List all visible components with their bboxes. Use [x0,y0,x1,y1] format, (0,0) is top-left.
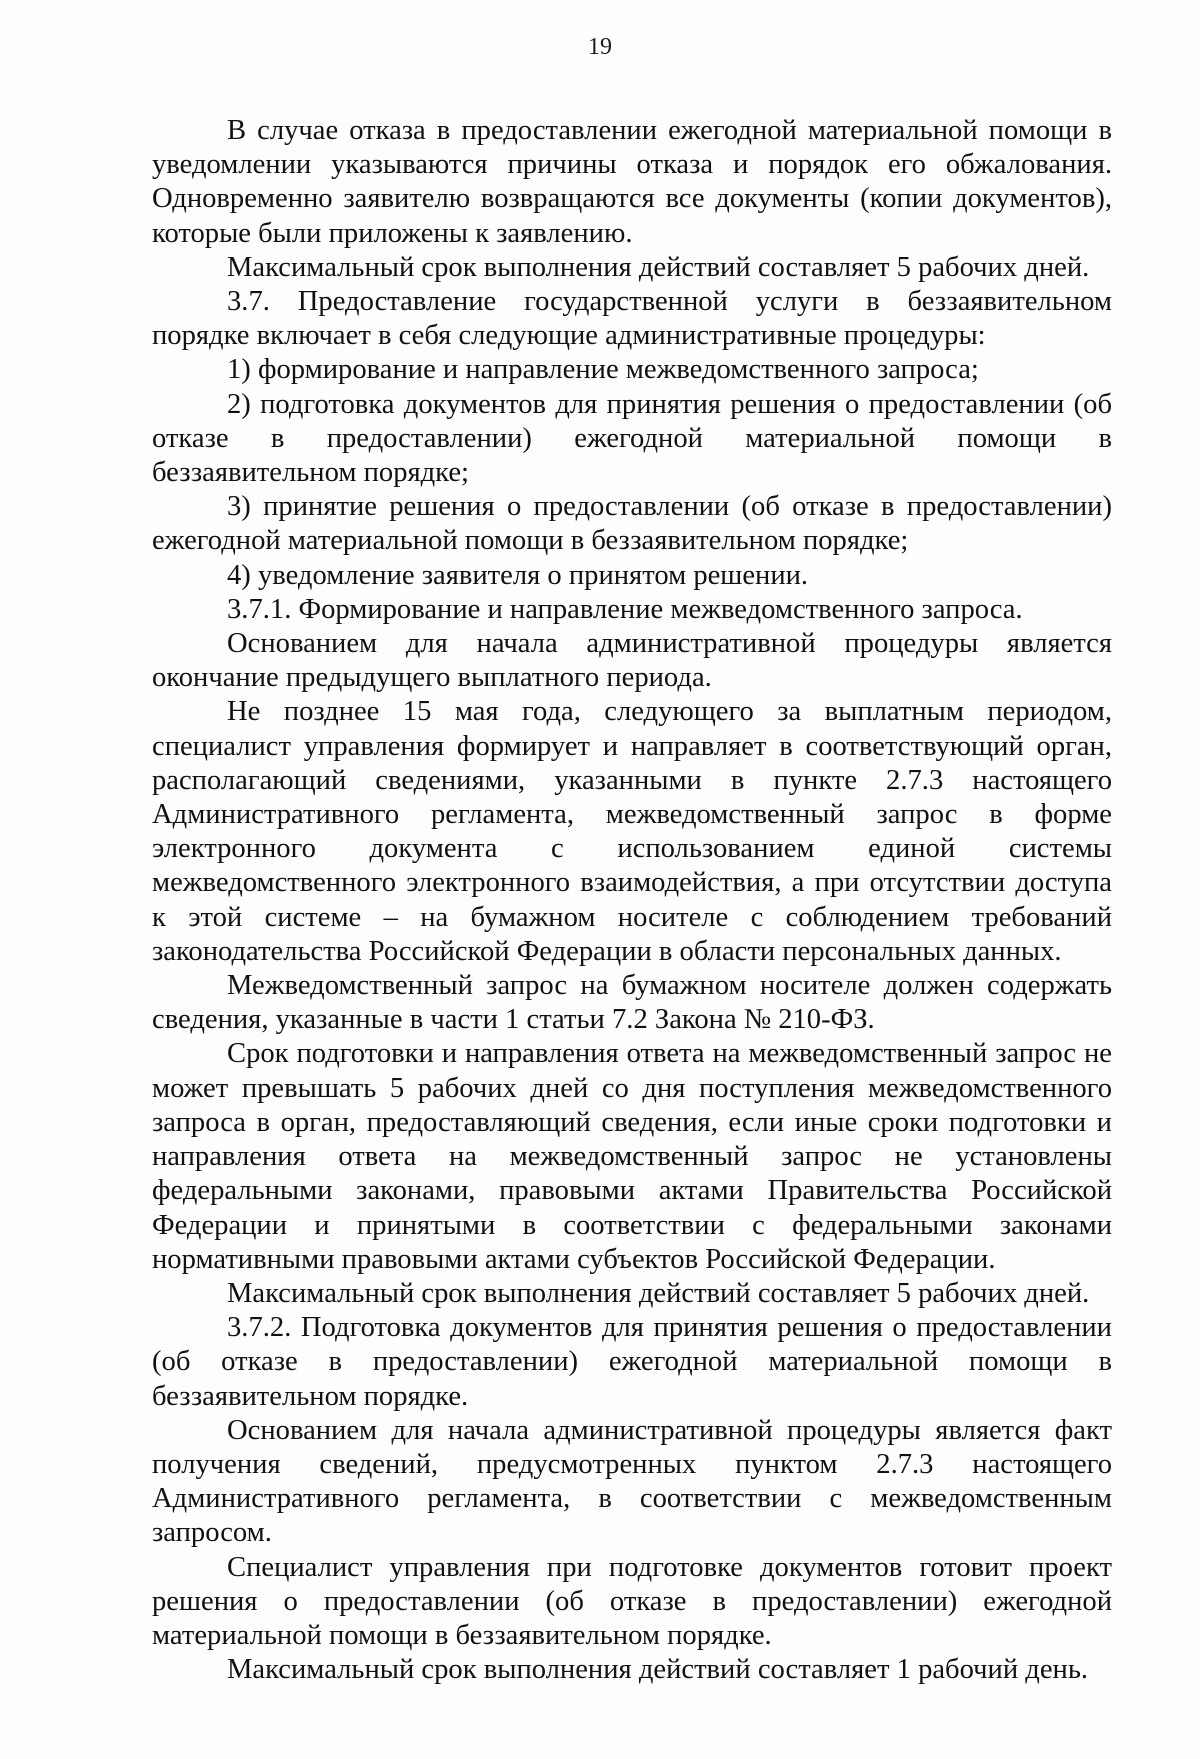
paragraph: Межведомственный запрос на бумажном носителе должен содержать сведения, указанные в части 1 статьи 7.2 Закона № 210-ФЗ. [152,970,1112,1036]
paragraph: 1) формирование и направление межведомственного запроса; [227,354,979,386]
paragraph: В случае отказа в предоставлении ежегодной материальной помощи в уведомлении указываются причины отказа и порядок его обжалования. Одновременно заявителю возвращаются все документы (копии документов), которые были приложены к заявлению. [152,115,1112,249]
paragraph: 4) уведомление заявителя о принятом решении. [227,559,809,591]
paragraph: 3) принятие решения о предоставлении (об отказе в предоставлении) ежегодной материальной помощи в беззаявительном порядке; [152,491,1112,557]
paragraph: Не позднее 15 мая года, следующего за выплатным периодом, специалист управления формирует и направляет в соответствующий орган, располагающий сведениями, указанными в пункте 2.7.3 настоящего Административного регламента, межведомственный запрос в форме электронного документа с использованием единой системы межведомственного электронного взаимодействия, а при отсутствии доступа к этой системе – на бумажном носителе с соблюдением требований законодательства Российской Федерации в области персональных данных. [152,696,1112,967]
paragraph: 3.7.2. Подготовка документов для принятия решения о предоставлении (об отказе в предоставлении) ежегодной материальной помощи в беззаявительном порядке. [152,1312,1112,1412]
paragraph: Основанием для начала административной процедуры является факт получения сведений, предусмотренных пунктом 2.7.3 настоящего Административного регламента, в соответствии с межведомственным запросом. [152,1414,1112,1549]
paragraph: Основанием для начала административной процедуры является окончание предыдущего выплатного периода. [152,628,1112,694]
paragraph: Максимальный срок выполнения действий составляет 1 рабочий день. [227,1654,1089,1686]
paragraph: Специалист управления при подготовке документов готовит проект решения о предоставлении (об отказе в предоставлении) ежегодной материальной помощи в беззаявительном порядке. [152,1551,1112,1651]
page-number: 19 [588,34,612,60]
paragraph: 2) подготовка документов для принятия решения о предоставлении (об отказе в предоставлении) ежегодной материальной помощи в беззаявительном порядке; [152,388,1112,489]
paragraph: 3.7.1. Формирование и направление межведомственного запроса. [227,593,1023,625]
paragraph: Максимальный срок выполнения действий составляет 5 рабочих дней. [227,251,1090,283]
paragraph: Срок подготовки и направления ответа на межведомственный запрос не может превышать 5 рабочих дней со дня поступления межведомственного запроса в орган, предоставляющий сведения, если иные сроки подготовки и направления ответа на межведомственный запрос не установлены федеральными законами, правовыми актами Правительства Российской Федерации и принятыми в соответствии с федеральными законами нормативными правовыми актами субъектов Российской Федерации. [152,1038,1112,1275]
paragraph: Максимальный срок выполнения действий составляет 5 рабочих дней. [227,1277,1090,1309]
paragraph: 3.7. Предоставление государственной услуги в беззаявительном порядке включает в себя следующие административные процедуры: [152,286,1112,352]
document-body [152,114,1112,1687]
